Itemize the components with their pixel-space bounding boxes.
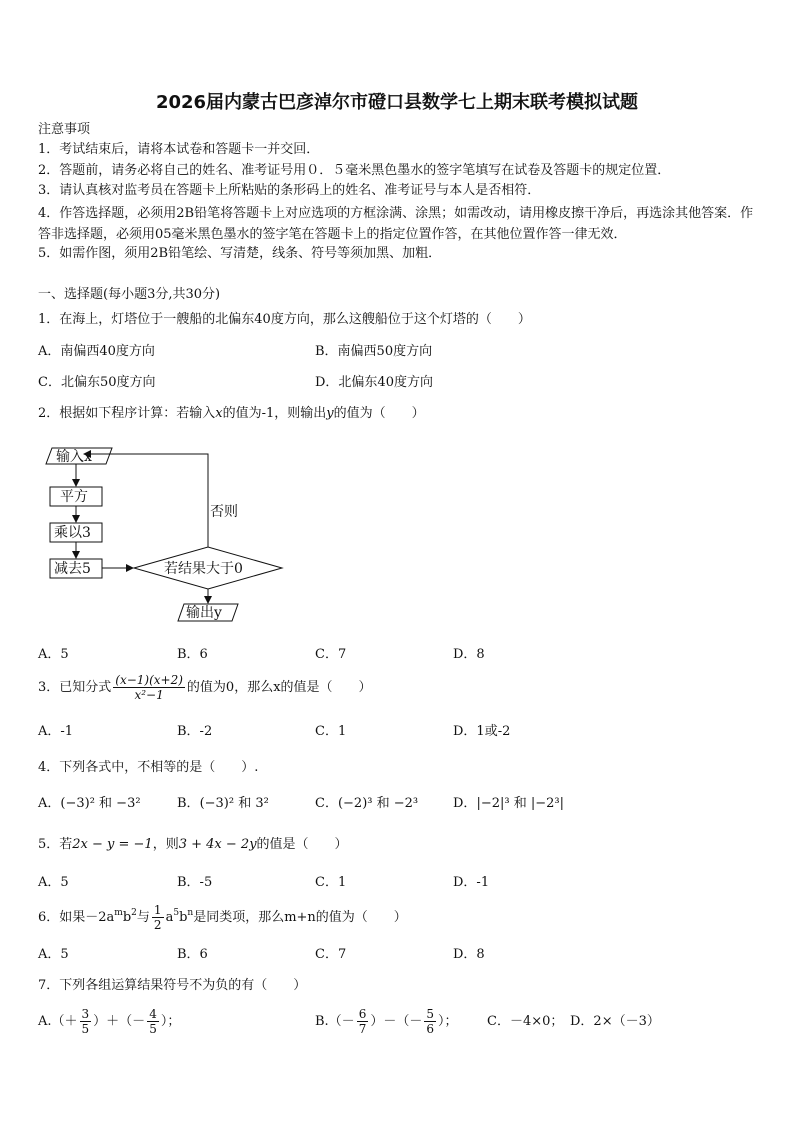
q7-option-b-mid: ）－（－ xyxy=(370,1014,423,1029)
q7-option-c: C．－4×0； xyxy=(487,1014,564,1029)
q2-stem-part: 2．根据如下程序计算：若输入 xyxy=(38,406,216,421)
q5-stem-part: 5．若 xyxy=(38,837,73,852)
q7-option-b-fraction-1 xyxy=(357,1007,369,1036)
question-4-stem: 4．下列各式中，不相等的是（ ）. xyxy=(38,760,259,775)
q6-stem-part: a xyxy=(165,910,174,925)
q2-option-b: B．6 xyxy=(177,647,208,662)
q3-fraction xyxy=(113,673,185,702)
flow-input-label: 输入x xyxy=(56,449,92,465)
notice-item-2: 2．答题前，请务必将自己的姓名、准考证号用０．５毫米黑色墨水的签字笔填写在试卷及答题卡的规定位置． xyxy=(38,163,671,178)
q6-fraction-denominator: 2 xyxy=(153,918,162,932)
q2-option-c: C．7 xyxy=(315,647,347,662)
notice-item-1: 1．考试结束后，请将本试卷和答题卡一并交回． xyxy=(38,142,320,157)
q6-stem-part: 与 xyxy=(136,910,150,925)
q5-expression: 3 + 4x − 2y xyxy=(178,837,257,852)
q3-fraction-denominator: x²−1 xyxy=(134,688,164,702)
question-5-stem xyxy=(38,836,348,854)
q3-option-a: A．-1 xyxy=(38,724,74,739)
fraction-numerator: 3 xyxy=(81,1007,90,1021)
q5-stem-part: ，则 xyxy=(152,837,179,852)
question-2-stem xyxy=(38,405,425,423)
q4-option-d-label: D． xyxy=(453,796,477,811)
q4-option-b-expr: (−3)² 和 3² xyxy=(199,796,269,811)
q4-option-c xyxy=(315,795,418,813)
flow-step-square-label: 平方 xyxy=(60,489,88,505)
flow-else-label: 否则 xyxy=(210,504,238,520)
var-y: y xyxy=(326,406,334,421)
q5-stem-part: 的值是（ ） xyxy=(256,837,348,852)
q7-option-a-mid: ）＋（－ xyxy=(93,1014,146,1029)
q4-option-d-expr: |−2|³ 和 |−2³| xyxy=(476,796,564,811)
q3-stem-part: 3．已知分式 xyxy=(38,680,112,695)
q5-condition: 2x − y = −1 xyxy=(72,837,153,852)
q4-option-c-expr: (−2)³ 和 −2³ xyxy=(337,796,419,811)
q4-option-a-expr: (−3)² 和 −3² xyxy=(60,796,141,811)
q4-option-b xyxy=(177,795,269,813)
fraction-denominator: 6 xyxy=(426,1022,434,1036)
q6-stem-part: 6．如果－2a xyxy=(38,910,115,925)
q6-stem-part: 是同类项，那么m+n的值为（ ） xyxy=(193,910,407,925)
q5-option-d: D．-1 xyxy=(453,875,490,890)
q3-stem-part: 的值为0，那么x的值是（ ） xyxy=(186,680,372,695)
q6-stem-part: b xyxy=(179,910,188,925)
question-7-stem: 7．下列各组运算结果符号不为负的有（ ） xyxy=(38,978,307,993)
notice-item-5: 5．如需作图，须用2B铅笔绘、写清楚，线条、符号等须加黑、加粗． xyxy=(38,246,442,261)
q7-option-a-fraction-1 xyxy=(80,1007,92,1036)
q2-option-d: D．8 xyxy=(453,647,485,662)
q6-option-a: A．5 xyxy=(38,947,69,962)
q6-option-b: B．6 xyxy=(177,947,208,962)
q7-option-a xyxy=(38,1006,180,1038)
q1-option-d: D．北偏东40度方向 xyxy=(315,375,433,390)
q7-option-b xyxy=(315,1006,458,1038)
question-6-stem xyxy=(38,902,407,934)
q5-option-a: A．5 xyxy=(38,875,69,890)
flow-step-multiply-label: 乘以3 xyxy=(54,525,91,541)
fraction-denominator: 5 xyxy=(81,1022,90,1036)
fraction-denominator: 5 xyxy=(149,1022,157,1036)
flow-output-label: 输出y xyxy=(186,605,222,621)
q7-option-a-fraction-2 xyxy=(147,1007,159,1036)
fraction-numerator: 5 xyxy=(426,1007,434,1021)
flow-condition-label: 若结果大于0 xyxy=(164,561,243,577)
q7-option-a-end: ）； xyxy=(160,1014,181,1029)
page-title: 2026届内蒙古巴彦淖尔市磴口县数学七上期末联考模拟试题 xyxy=(155,92,639,113)
notice-item-3: 3．请认真核对监考员在答题卡上所粘贴的条形码上的姓名、准考证号与本人是否相符． xyxy=(38,183,541,198)
q4-option-c-label: C． xyxy=(315,796,338,811)
fraction-denominator: 7 xyxy=(358,1022,367,1036)
q7-option-a-label: A.（＋ xyxy=(38,1014,78,1029)
q5-option-c: C．1 xyxy=(315,875,347,890)
q6-fraction-numerator: 1 xyxy=(153,903,162,917)
program-flowchart xyxy=(40,438,290,628)
q6-option-c: C．7 xyxy=(315,947,347,962)
q2-stem-part: 的值为-1，则输出 xyxy=(222,406,327,421)
notice-heading: 注意事项 xyxy=(38,122,91,137)
question-3-stem xyxy=(38,672,372,704)
q4-option-a-label: A． xyxy=(38,796,61,811)
q5-option-b: B．-5 xyxy=(177,875,213,890)
q6-exponent: 2 xyxy=(131,908,137,918)
question-1-stem: 1．在海上，灯塔位于一艘船的北偏东40度方向，那么这艘船位于这个灯塔的（ ） xyxy=(38,312,531,327)
q7-option-b-end: ）； xyxy=(437,1014,458,1029)
flow-step-subtract-label: 减去5 xyxy=(54,561,91,577)
q1-option-a: A．南偏西40度方向 xyxy=(38,344,155,359)
q4-option-a xyxy=(38,795,141,813)
q3-option-b: B．-2 xyxy=(177,724,213,739)
var-x: x xyxy=(215,406,223,421)
fraction-numerator: 4 xyxy=(149,1007,157,1021)
q7-option-b-label: B.（－ xyxy=(315,1014,355,1029)
q7-option-d: D．2×（－3） xyxy=(570,1014,660,1029)
q1-option-b: B．南偏西50度方向 xyxy=(315,344,433,359)
notice-item-4: 4．作答选择题，必须用2B铅笔将答题卡上对应选项的方框涂满、涂黑；如需改动，请用橡皮擦干净后，再选涂其他答案．作答非选择题，必须用05毫米黑色墨水的签字笔在答题卡上的指定位置作答，在其他位置作答一律无效． xyxy=(38,206,754,242)
q4-option-d xyxy=(453,795,564,813)
q3-option-c: C．1 xyxy=(315,724,347,739)
fraction-numerator: 6 xyxy=(358,1007,367,1021)
q6-stem-part: b xyxy=(122,910,132,925)
q6-exponent: n xyxy=(187,908,194,918)
q6-fraction xyxy=(152,903,164,932)
q6-exponent: 5 xyxy=(173,908,180,918)
section-heading: 一、选择题(每小题3分,共30分) xyxy=(38,287,221,302)
q3-option-d: D．1或-2 xyxy=(453,724,511,739)
q6-option-d: D．8 xyxy=(453,947,485,962)
q6-exponent: m xyxy=(114,908,123,918)
q2-option-a: A．5 xyxy=(38,647,69,662)
q4-option-b-label: B． xyxy=(177,796,200,811)
q7-option-b-fraction-2 xyxy=(424,1007,436,1036)
q3-fraction-numerator: (x−1)(x+2) xyxy=(115,673,183,687)
q2-stem-part: 的值为（ ） xyxy=(333,406,425,421)
q1-option-c: C．北偏东50度方向 xyxy=(38,375,156,390)
